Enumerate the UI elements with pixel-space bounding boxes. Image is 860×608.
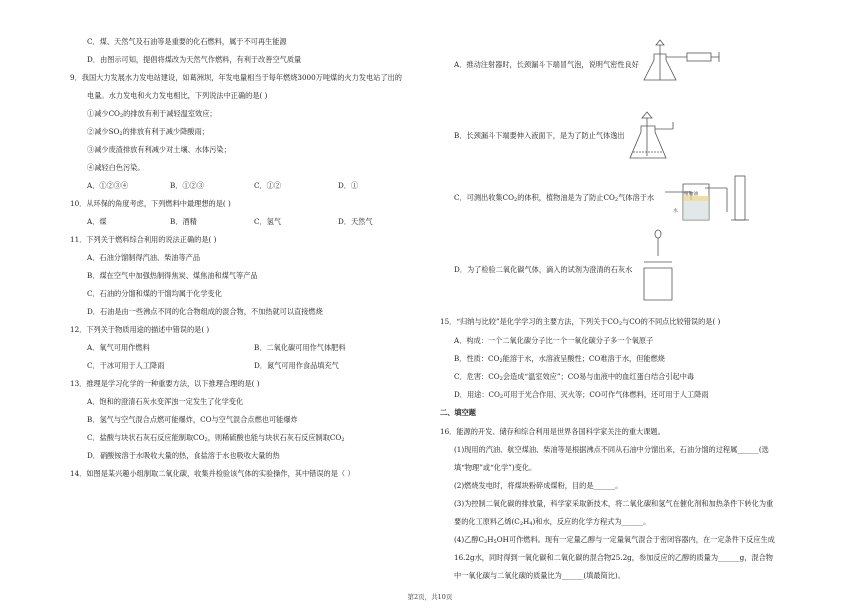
q9-option-b: B．①②③ — [170, 181, 205, 190]
q9-item-1: ①减少$CO_2$的排放有利于减轻温室效应； — [87, 109, 217, 119]
section-heading: 二、填空题 — [440, 408, 476, 417]
q16-part-1: (1)现用的汽油、航空煤油、柴油等是根据沸点不同从石油中分馏出来，石油分馏的过程属______(选 — [454, 445, 769, 454]
q14-stem: 14．如图是某兴趣小组制取二氧化碳，收集并检验该气体的实验操作，其中错误的是（ ） — [70, 469, 355, 478]
q15-option-d: D．用途：$CO_2$可用于光合作用、灭火等；CO可作气体燃料，还可用于人工降雨 — [454, 390, 709, 400]
q12-option-d: D．氮气可用作食品填充气 — [254, 361, 339, 370]
q13-stem: 13．推理是学习化学的一种重要方法，以下推理合理的是( ) — [70, 379, 260, 388]
apparatus-a-figure — [625, 36, 725, 86]
q9-item-3: ③减少废渣排放有利减少对土壤、水体污染； — [87, 145, 231, 154]
q12-stem: 12．下列关于物质用途的描述中错误的是( ) — [70, 325, 210, 334]
water-label: 水 — [673, 209, 678, 214]
q9-option-a: A．①②③④ — [87, 181, 129, 190]
apparatus-b-figure — [625, 108, 705, 166]
q11-stem: 11．下列关于燃料综合利用的说法正确的是( ) — [70, 235, 217, 244]
q10-stem: 10．从环保的角度考虑，下列燃料中最理想的是( ) — [70, 199, 231, 208]
q12-option-b: B．二氧化碳可用作气体肥料 — [254, 343, 346, 352]
q11-option-b: B．煤在空气中加强热制得焦炭、煤焦油和煤气等产品 — [87, 271, 258, 280]
q10-option-c: C．氢气 — [254, 217, 282, 226]
q11-option-c: C．石油的分馏和煤的干馏均属于化学变化 — [87, 289, 222, 298]
q14-option-a: A．推动注射器时，长颈漏斗下端冒气泡，说明气密性良好 — [454, 60, 639, 69]
q10-option-b: B．酒精 — [170, 217, 197, 226]
q15-stem: 15．“归纳与比较”是化学学习的主要方法，下列关于$CO_2$与CO的不同点比较错误的是( ) — [440, 317, 721, 327]
q16-part-1-cont: 填“物理”或“化学”)变化。 — [454, 463, 537, 472]
q11-option-a: A．石油分馏制得汽油、柴油等产品 — [87, 253, 201, 262]
q13-option-c: C．盐酸与块状石灰石反应能制取$CO_2$，则稀硫酸也能与块状石灰石反应制取$CO_2$ — [87, 433, 345, 443]
q13-option-a: A．饱和的澄清石灰水变浑浊一定发生了化学变化 — [87, 397, 244, 406]
q13-option-b: B．氢气与空气混合点燃可能爆炸，CO与空气混合点燃也可能爆炸 — [87, 415, 298, 424]
q9-option-d: D．① — [338, 181, 359, 190]
q14-option-c: C．可测出收集$CO_2$的体积，植物油是为了防止$CO_2$气体溶于水 — [454, 193, 655, 203]
q12-option-a: A．氧气可用作燃料 — [87, 343, 150, 352]
q15-option-a: A．构成：一个二氧化碳分子比一个一氧化碳分子多一个氧原子 — [454, 336, 654, 345]
q9-stem-cont: 电量。水力发电和火力发电相比，下列说法中正确的是( ) — [87, 91, 268, 100]
q14-option-b: B．长颈漏斗下端要伸入液面下，是为了防止气体逸出 — [454, 131, 625, 140]
q16-part-3-cont: 要的化工原料乙烯$(C_2H_4)$和水，反应的化学方程式为______。 — [454, 517, 651, 527]
q10-option-d: D．天然气 — [338, 217, 373, 226]
q9-option-c: C．①② — [254, 181, 282, 190]
q13-option-d: D．硝酸铵溶于水吸收大量的热，食盐溶于水也吸收大量的热 — [87, 451, 280, 460]
q16-part-4-cont2: 中一氧化碳与二氧化碳的质量比为______(填最简比)。 — [454, 571, 625, 580]
q15-option-c: C．危害：$CO_2$会造成“温室效应”；CO易与血液中的血红蛋白结合引起中毒 — [454, 372, 695, 382]
q16-part-4: (4)乙醇$C_2H_5OH$可作燃料。现有一定量乙醇与一定量氧气混合于密闭容器内，在一定条件下反应生成 — [454, 535, 775, 545]
q9-item-2: ②减少$SO_2$的排放有利于减少降酸雨； — [87, 127, 209, 137]
apparatus-d-figure — [638, 228, 678, 302]
oil-label: 植物油 — [684, 192, 699, 197]
q15-option-b: B．性质：$CO_2$能溶于水，水溶液呈酸性；CO难溶于水，但能燃烧 — [454, 354, 665, 364]
q9-stem: 9．我国大力发展水力发电站建设，如葛洲坝，年发电量相当于每年燃烧3000万吨煤的火力发电站了出的 — [70, 73, 402, 82]
apparatus-c-figure — [665, 172, 757, 224]
q12-option-c: C．干冰可用于人工降雨 — [87, 361, 165, 370]
q8-option-d: D．由图示可知，提倡将煤改为天然气作燃料，有利于改善空气质量 — [87, 55, 302, 64]
q16-part-3: (3)为控制二氧化碳的排放量，科学家采取新技术，将二氧化碳和氢气在催化剂和加热条件下转化为重 — [454, 499, 774, 508]
q11-option-d: D．石油是由一些沸点不同的化合物组成的混合物，不加热就可以直接燃烧 — [87, 307, 323, 316]
q16-part-2: (2)燃烧发电时，将煤块粉碎成煤粉，目的是______。 — [454, 481, 623, 490]
q16-part-4-cont: 16.2g水，同时得到一氧化碳和二氧化碳的混合物25.2g，参加反应的乙醇的质量为______g，混合物 — [454, 553, 773, 562]
q10-option-a: A．煤 — [87, 217, 107, 226]
q9-item-4: ④减轻白色污染。 — [87, 163, 145, 172]
page-footer: 第2页，共10页 — [407, 593, 453, 601]
q8-option-c: C．煤、天然气及石油等是重要的化石燃料，属于不可再生能源 — [87, 37, 287, 46]
q16-stem: 16．能源的开发、储存和综合利用是世界各国科学家关注的重大课题。 — [440, 427, 665, 436]
q14-option-d: D．为了检验二氧化碳气体，滴入的试剂为澄清的石灰水 — [454, 265, 633, 274]
